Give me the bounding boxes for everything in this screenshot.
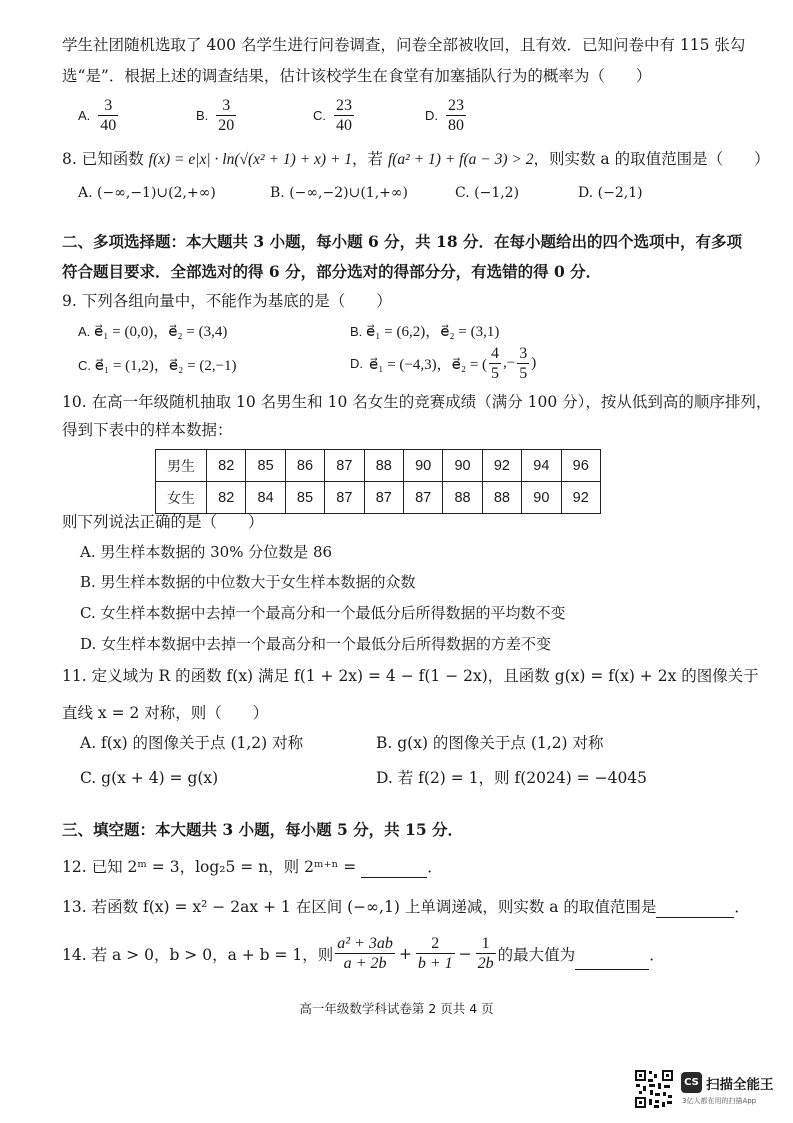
fraction: $\frac{3}{20}$ bbox=[218, 97, 235, 134]
q12-stem: 12. 已知 2ᵐ = 3，log₂5 = n，则 2ᵐ⁺ⁿ = ． bbox=[62, 858, 443, 876]
q10-option-d[interactable]: D. 女生样本数据中去掉一个最高分和一个最低分后所得数据的方差不变 bbox=[80, 635, 552, 653]
q11-option-a[interactable]: A. f(x) 的图像关于点 (1,2) 对称 bbox=[80, 734, 304, 752]
q11-option-d[interactable]: D. 若 f(2) = 1，则 f(2024) = −4045 bbox=[376, 769, 648, 787]
q9-stem: 9. 下列各组向量中，不能作为基底的是（ ） bbox=[62, 292, 392, 310]
q9-option-b[interactable]: B. e⃗₁ = (6,2)，e⃗₂ = (3,1) bbox=[350, 324, 500, 340]
table-cell: 94 bbox=[522, 450, 561, 482]
q10-ask: 则下列说法正确的是（ ） bbox=[62, 513, 264, 531]
table-cell: 87 bbox=[325, 482, 364, 514]
table-cell: 96 bbox=[561, 450, 600, 482]
fraction: $\frac{1}{2b}$ bbox=[477, 935, 494, 972]
answer-blank[interactable] bbox=[361, 857, 427, 878]
q10-stem-line2: 得到下表中的样本数据： bbox=[62, 421, 233, 439]
q8-option-c[interactable]: C. (−1,2) bbox=[455, 185, 520, 201]
fraction: $\frac{3}{40}$ bbox=[100, 97, 117, 134]
q8-option-a[interactable]: A. (−∞,−1)∪(2,+∞) bbox=[78, 185, 216, 201]
q10-option-c[interactable]: C. 女生样本数据中去掉一个最高分和一个最低分后所得数据的平均数不变 bbox=[80, 604, 566, 622]
table-cell: 85 bbox=[285, 482, 324, 514]
camscanner-tagline: 3亿人都在用的扫描App bbox=[682, 1097, 757, 1105]
row-header: 男生 bbox=[156, 450, 207, 482]
table-cell: 90 bbox=[522, 482, 561, 514]
table-row bbox=[156, 450, 601, 482]
q13-stem: 13. 若函数 f(x) = x² − 2ax + 1 在区间 (−∞,1) 上单调递减，则实数 a 的取值范围是 ． bbox=[62, 898, 750, 916]
q8-stem: 8. 已知函数 f(x) = e|x| · ln(√(x² + 1) + x) + 1，若 f(a² + 1) + f(a − 3) > 2，则实数 a 的取值范围是（ ） bbox=[62, 150, 770, 168]
table-cell: 90 bbox=[443, 450, 482, 482]
q11-option-c[interactable]: C. g(x + 4) = g(x) bbox=[80, 769, 219, 787]
option-label: C. bbox=[313, 108, 326, 123]
q8-option-d[interactable]: D. (−2,1) bbox=[578, 185, 643, 201]
q7-option-d[interactable] bbox=[425, 96, 468, 135]
camscanner-name: 扫描全能王 bbox=[706, 1077, 774, 1093]
table-cell: 87 bbox=[403, 482, 442, 514]
q9-option-d[interactable]: D. e⃗₁ = (−4,3)，e⃗₂ = ( $\frac{4}{5}$ ,− $\frac{3}{5}$ ) bbox=[350, 345, 537, 382]
q10-option-a[interactable]: A. 男生样本数据的 30% 分位数是 86 bbox=[80, 543, 333, 561]
q10-option-b[interactable]: B. 男生样本数据的中位数大于女生样本数据的众数 bbox=[80, 573, 416, 591]
table-cell: 85 bbox=[246, 450, 285, 482]
q11-stem-line2: 直线 x = 2 对称，则（ ） bbox=[62, 704, 269, 722]
page-footer: 高一年级数学科试卷第 2 页共 4 页 bbox=[299, 1001, 494, 1016]
row-header: 女生 bbox=[156, 482, 207, 514]
table-cell: 82 bbox=[207, 450, 246, 482]
score-table bbox=[155, 449, 601, 514]
table-cell: 92 bbox=[561, 482, 600, 514]
table-cell: 87 bbox=[364, 482, 403, 514]
q14-stem: 14. 若 a > 0，b > 0，a + b = 1，则 $\frac{\text{a² + 3ab}}{a + 2b}$ + $\frac{2}{b + 1}$ − $\frac{1}{2b}$ 的最大值为 ． bbox=[62, 935, 665, 972]
camscanner-logo-icon: CS bbox=[681, 1072, 702, 1093]
answer-blank[interactable] bbox=[575, 951, 649, 970]
q7-stem-line2: 选“是”．根据上述的调查结果，估计该校学生在食堂有加塞插队行为的概率为（ ） bbox=[62, 67, 652, 85]
table-row bbox=[156, 482, 601, 514]
fraction: $\frac{2}{b + 1}$ bbox=[417, 935, 453, 972]
option-label: A. bbox=[78, 108, 91, 123]
table-cell: 88 bbox=[482, 482, 521, 514]
section2-heading-line2: 符合题目要求．全部选对的得 6 分，部分选对的得部分分，有选错的得 0 分． bbox=[62, 262, 602, 281]
option-label: B. bbox=[196, 108, 209, 123]
fraction: $\frac{23}{40}$ bbox=[336, 97, 352, 134]
q7-stem-line1: 学生社团随机选取了 400 名学生进行问卷调查，问卷全部被收回，且有效．已知问卷中有 115 张勾 bbox=[62, 36, 746, 54]
q10-stem-line1: 10. 在高一年级随机抽取 10 名男生和 10 名女生的竞赛成绩（满分 100 分），按从低到高的顺序排列， bbox=[62, 393, 772, 411]
table-cell: 84 bbox=[246, 482, 285, 514]
q11-stem-line1: 11. 定义域为 R 的函数 f(x) 满足 f(1 + 2x) = 4 − f(1 − 2x)，且函数 g(x) = f(x) + 2x 的图像关于 bbox=[62, 667, 759, 685]
q7-option-b[interactable] bbox=[196, 96, 238, 135]
fraction: $\frac{\text{a² + 3ab}}{a + 2b}$ bbox=[337, 935, 393, 972]
table-cell: 87 bbox=[325, 450, 364, 482]
q11-option-b[interactable]: B. g(x) 的图像关于点 (1,2) 对称 bbox=[376, 734, 604, 752]
option-label: D. bbox=[425, 108, 438, 123]
table-cell: 92 bbox=[482, 450, 521, 482]
q9-option-a[interactable]: A. e⃗₁ = (0,0)，e⃗₂ = (3,4) bbox=[78, 324, 228, 340]
table-cell: 88 bbox=[364, 450, 403, 482]
fraction: $\frac{3}{5}$ bbox=[519, 345, 528, 382]
section2-heading-line1: 二、多项选择题：本大题共 3 小题，每小题 6 分，共 18 分．在每小题给出的四个选项中，有多项 bbox=[62, 232, 743, 251]
table-cell: 82 bbox=[207, 482, 246, 514]
q8-option-b[interactable]: B. (−∞,−2)∪(1,+∞) bbox=[270, 185, 409, 201]
qr-code-icon bbox=[634, 1069, 674, 1109]
answer-blank[interactable] bbox=[656, 897, 734, 918]
q7-option-a[interactable] bbox=[78, 96, 120, 135]
table-cell: 86 bbox=[285, 450, 324, 482]
table-cell: 90 bbox=[403, 450, 442, 482]
table-cell: 88 bbox=[443, 482, 482, 514]
q9-option-c[interactable]: C. e⃗₁ = (1,2)，e⃗₂ = (2,−1) bbox=[78, 358, 237, 374]
q7-option-c[interactable] bbox=[313, 96, 356, 135]
fraction: $\frac{23}{80}$ bbox=[448, 97, 464, 134]
section3-heading: 三、填空题：本大题共 3 小题，每小题 5 分，共 15 分． bbox=[62, 820, 464, 839]
fraction: $\frac{4}{5}$ bbox=[491, 345, 500, 382]
